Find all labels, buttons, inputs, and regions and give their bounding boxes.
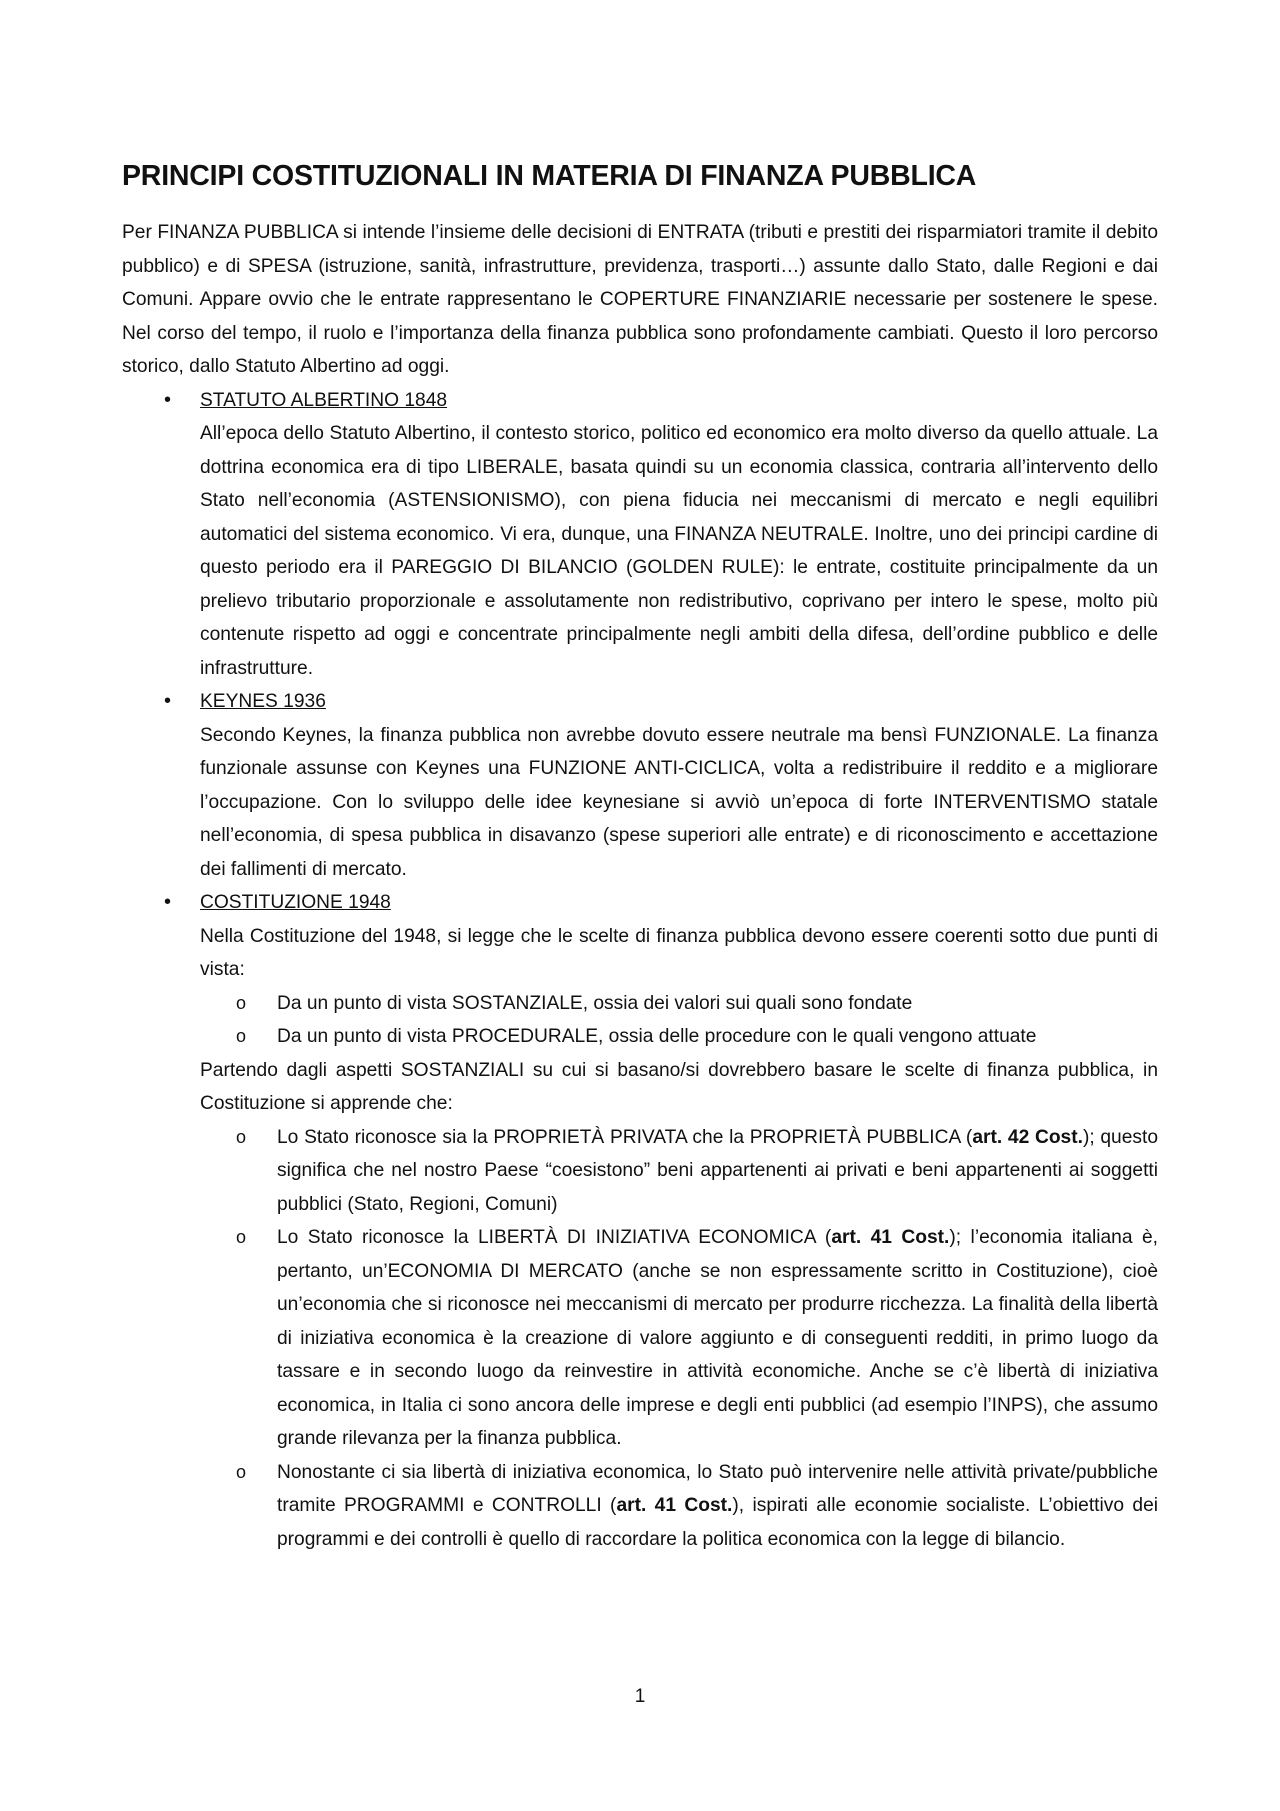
section-body: Nella Costituzione del 1948, si legge che le scelte di finanza pubblica devono essere coerenti sotto due punti di vista: — [200, 925, 1158, 980]
sub-item — [200, 1221, 1158, 1456]
section-statuto-albertino — [122, 384, 1158, 686]
sub-item-text-end: ); questo significa che nel nostro Paese “coesistono” beni appartenenti ai privati e beni appartenenti ai soggetti pubblici (Stato, Regioni, Comuni) — [277, 1126, 1158, 1215]
sub-item — [200, 1121, 1158, 1222]
section-costituzione — [122, 886, 1158, 1556]
circle-bullet-icon: o — [236, 1026, 247, 1046]
sub-item-text-start: Lo Stato riconosce la LIBERTÀ DI INIZIATIVA ECONOMICA ( — [277, 1227, 832, 1248]
circle-bullet-icon: o — [236, 1461, 247, 1482]
section-body-continued: Partendo dagli aspetti SOSTANZIALI su cui si basano/si dovrebbero basare le scelte di finanza pubblica, in Costituzione si apprende che: — [200, 1059, 1158, 1114]
article-reference: art. 42 Cost. — [972, 1126, 1083, 1148]
article-reference: art. 41 Cost. — [616, 1495, 733, 1516]
article-reference: art. 41 Cost. — [831, 1227, 950, 1248]
bullet-icon: • — [164, 388, 172, 411]
sub-point — [200, 1020, 1158, 1054]
sub-item-text-end: ), ispirati alle economie socialiste. L’obiettivo dei programmi e dei controlli è quello di raccordare la politica economica con la legge di bilancio. — [277, 1495, 1159, 1550]
circle-bullet-icon: o — [236, 1126, 247, 1147]
intro-paragraph: Per FINANZA PUBBLICA si intende l’insieme delle decisioni di ENTRATA (tributi e prestiti dei risparmiatori tramite il debito pubblico) e di SPESA (istruzione, sanità, infrastrutture, previdenza, trasporti…) assunte dallo Stato, dalle Regioni e dai Comuni. Appare ovvio che le entrate rappresentano le COPERTURE FINANZIARIE necessarie per sostenere le spese. Nel corso del tempo, il ruolo e l’importanza della finanza pubblica sono profondamente cambiati. Questo il loro percorso storico, dallo Statuto Albertino ad oggi. — [122, 222, 1158, 377]
page-number: 1 — [634, 1686, 646, 1707]
sub-item-text-end: ); l’economia italiana è, pertanto, un’ECONOMIA DI MERCATO (anche se non espressamente scritto in Costituzione), cioè un’economia che si riconosce nei meccanismi di mercato per produrre ricchezza. La finalità della libertà di iniziativa economica è la creazione di valore aggiunto e di conseguenti redditi, in primo luogo da tassare e in secondo luogo da reinvestire in attività economiche. Anche se c’è libertà di iniziativa economica, in Italia ci sono ancora delle imprese e degli enti pubblici (ad esempio l’INPS), che assumo grande rilevanza per la finanza pubblica. — [277, 1227, 1158, 1449]
document-title: PRINCIPI COSTITUZIONALI IN MATERIA DI FINANZA PUBBLICA — [122, 160, 977, 192]
sub-point-text: Da un punto di vista SOSTANZIALE, ossia dei valori sui quali sono fondate — [277, 992, 913, 1014]
section-title: COSTITUZIONE 1948 — [200, 892, 391, 913]
sub-item-text — [277, 1221, 1158, 1456]
sub-item — [200, 1456, 1158, 1557]
circle-bullet-icon: o — [236, 992, 247, 1013]
section-body: All’epoca dello Statuto Albertino, il contesto storico, politico ed economico era molto diverso da quello attuale. La dottrina economica era di tipo LIBERALE, basata quindi su un economia classica, contraria all’intervento dello Stato nell’economia (ASTENSIONISMO), con piena fiducia nei meccanismi di mercato e negli equilibri automatici del sistema economico. Vi era, dunque, una FINANZA NEUTRALE. Inoltre, uno dei principi cardine di questo periodo era il PAREGGIO DI BILANCIO (GOLDEN RULE): le entrate, costituite principalmente da un prelievo tributario proporzionale e assolutamente non redistributivo, coprivano per intero le spese, molto più contenute rispetto ad oggi e concentrate principalmente negli ambiti della difesa, dell’ordine pubblico e delle infrastrutture. — [200, 423, 1158, 679]
section-title: KEYNES 1936 — [200, 691, 326, 712]
sub-item-text — [277, 1121, 1158, 1222]
sub-item-text-start: Lo Stato riconosce sia la PROPRIETÀ PRIVATA che la PROPRIETÀ PUBBLICA ( — [277, 1126, 973, 1148]
sub-point-text: Da un punto di vista PROCEDURALE, ossia delle procedure con le quali vengono attuate — [277, 1026, 1037, 1047]
bullet-icon: • — [164, 690, 172, 712]
section-keynes — [122, 685, 1158, 886]
sub-point — [200, 987, 1158, 1021]
sub-item-text-start: Nonostante ci sia libertà di iniziativa economica, lo Stato può intervenire nelle attività private/pubbliche tramite PROGRAMMI e CONTROLLI ( — [277, 1461, 1158, 1516]
section-title: STATUTO ALBERTINO 1848 — [200, 389, 448, 411]
section-body: Secondo Keynes, la finanza pubblica non avrebbe dovuto essere neutrale ma bensì FUNZIONALE. La finanza funzionale assunse con Keynes una FUNZIONE ANTI-CICLICA, volta a redistribuire il reddito e a migliorare l’occupazione. Con lo sviluppo delle idee keynesiane si avviò un’epoca di forte INTERVENTISMO statale nell’economia, di spesa pubblica in disavanzo (spese superiori alle entrate) e di riconoscimento e accettazione dei fallimenti di mercato. — [200, 724, 1158, 880]
sub-item-text — [277, 1456, 1158, 1557]
bullet-icon: • — [164, 891, 172, 913]
circle-bullet-icon: o — [236, 1227, 247, 1247]
